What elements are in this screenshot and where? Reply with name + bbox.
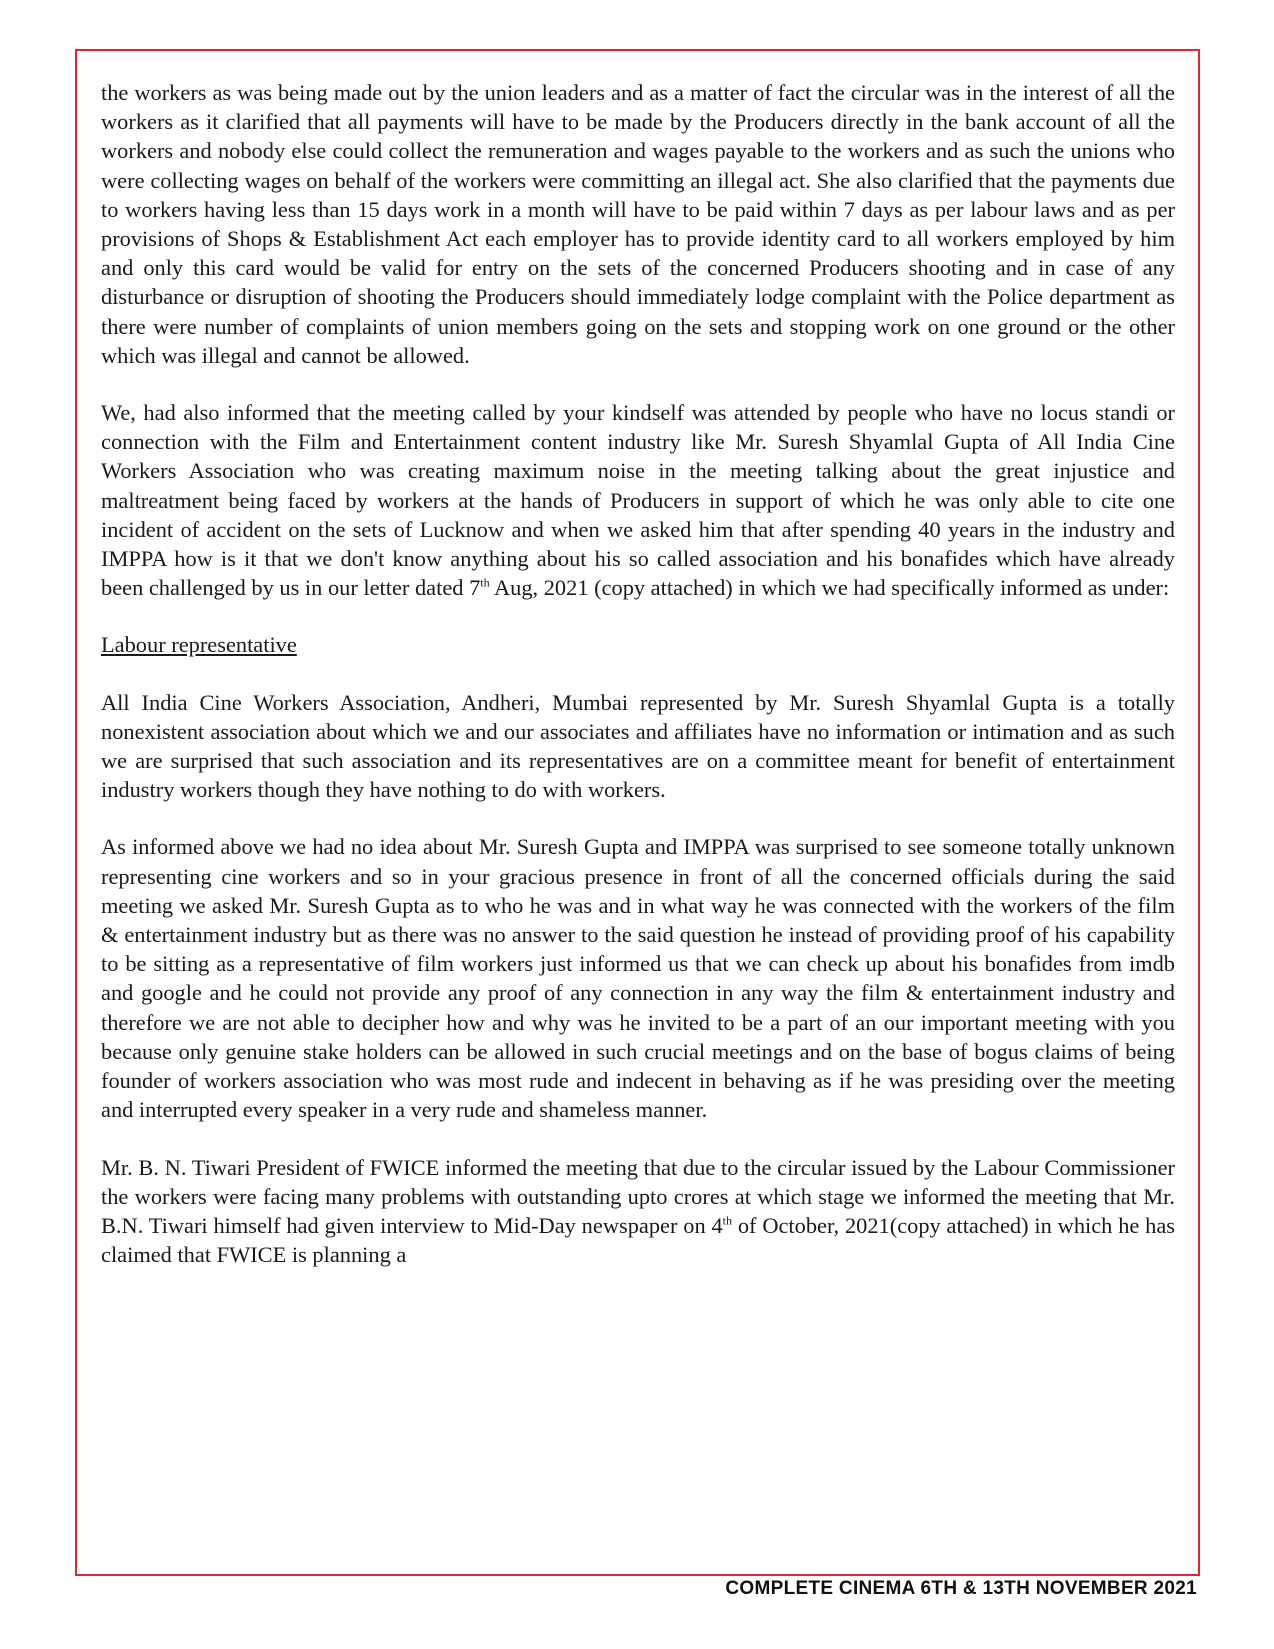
section-heading: Labour representative xyxy=(101,632,297,658)
ordinal-suffix: th xyxy=(480,575,490,590)
document-body xyxy=(101,78,1175,1297)
paragraph-meeting-attendance xyxy=(101,398,1175,602)
paragraph-text: Mr. B. N. Tiwari President of FWICE informed the meeting that due to the circular issued by the Labour Commissioner the workers were facing many problems with outstanding upto crores at which stage we informed the meeting that Mr. B.N. Tiwari himself had given interview to Mid-Day newspaper on 4 xyxy=(101,1154,1175,1238)
paragraph-text: We, had also informed that the meeting called by your kindself was attended by people who have no locus standi or connection with the Film and Entertainment content industry like Mr. Suresh Shyamlal Gupta of All India Cine Workers Association who was creating maximum noise in the meeting talking about the great injustice and maltreatment being faced by workers at the hands of Producers in support of which he was only able to cite one incident of accident on the sets of Lucknow and when we asked him that after spending 40 years in the industry and IMPPA how is it that we don't know anything about his so called association and his bonafides which have already been challenged by us in our letter dated 7 xyxy=(101,400,1175,601)
paragraph-association-statement: All India Cine Workers Association, Andheri, Mumbai represented by Mr. Suresh Shyamlal Gupta is a totally nonexistent association about which we and our associates and affiliates have no information or intimation and as such we are surprised that such association and its representatives are on a committee meant for benefit of entertainment industry workers though they have nothing to do with workers. xyxy=(101,689,1175,803)
paragraph-circular-clarification: the workers as was being made out by the union leaders and as a matter of fact the circular was in the interest of all the workers as it clarified that all payments will have to be made by the Producers directly in the bank account of all the workers and nobody else could collect the remuneration and wages payable to the workers and as such the unions who were collecting wages on behalf of the workers were committing an illegal act. She also clarified that the payments due to workers having less than 15 days work in a month will have to be paid within 7 days as per labour laws and as per provisions of Shops & Establishment Act each employer has to provide identity card to all workers employed by him and only this card would be valid for entry on the sets of the concerned Producers shooting and in case of any disturbance or disruption of shooting the Producers should immediately lodge complaint with the Police department as there were number of complaints of union members going on the sets and stopping work on one ground or the other which was illegal and cannot be allowed. xyxy=(101,80,1175,368)
paragraph-suresh-gupta: As informed above we had no idea about Mr. Suresh Gupta and IMPPA was surprised to see someone totally unknown representing cine workers and so in your gracious presence in front of all the concerned officials during the said meeting we asked Mr. Suresh Gupta as to who he was and in what way he was connected with the workers of the film & entertainment industry but as there was no answer to the said question he instead of providing proof of his capability to be sitting as a representative of film workers just informed us that we can check up about his bonafides from imdb and google and he could not provide any proof of any connection in any way the film & entertainment industry and therefore we are not able to decipher how and why was he invited to be a part of an our important meeting with you because only genuine stake holders can be allowed in such crucial meetings and on the base of bogus claims of being founder of workers association who was most rude and indecent in behaving as if he was presiding over the meeting and interrupted every speaker in a very rude and shameless manner. xyxy=(101,834,1175,1123)
paragraph-fwice-president xyxy=(101,1153,1175,1270)
publication-footer: COMPLETE CINEMA 6TH & 13TH NOVEMBER 2021 xyxy=(725,1578,1197,1599)
paragraph-text: Aug, 2021 (copy attached) in which we had specifically informed as under: xyxy=(489,575,1170,601)
ordinal-suffix: th xyxy=(722,1213,733,1228)
paragraph-text: of October, 2021(copy attached) in which he has claimed that FWICE is planning a xyxy=(101,1212,1176,1268)
